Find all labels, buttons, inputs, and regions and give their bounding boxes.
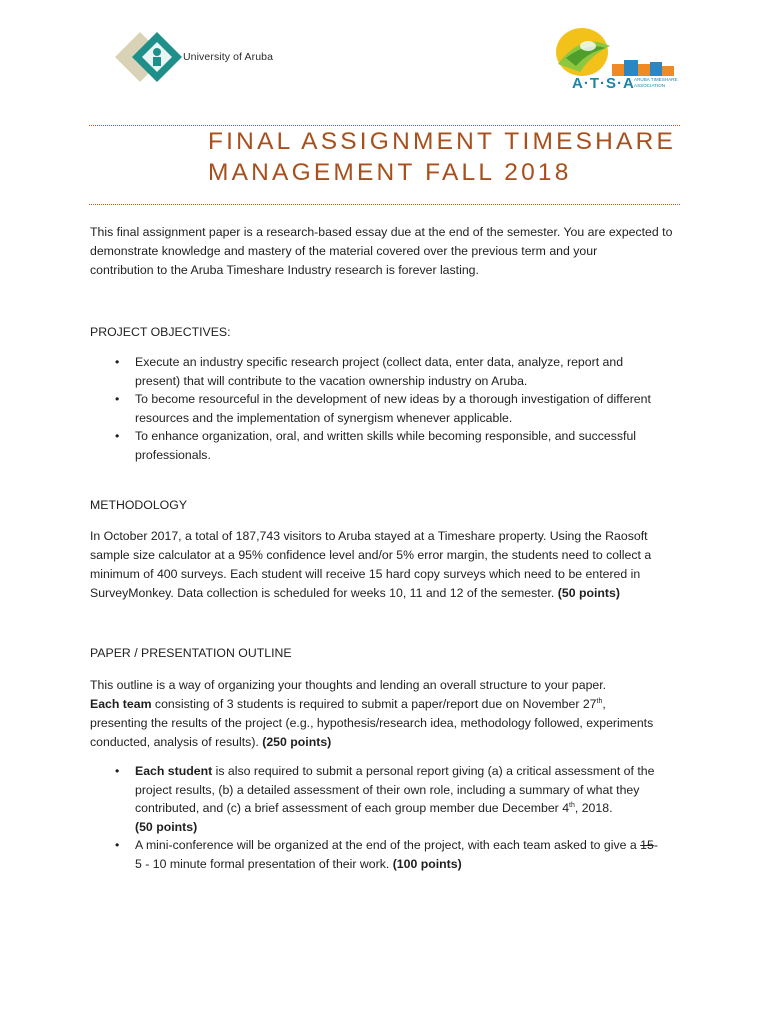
intro-line: contribution to the Aruba Timeshare Industry research is forever lasting. (90, 263, 479, 277)
outline-line: This outline is a way of organizing your thoughts and lending an overall structure to your paper. (90, 678, 607, 692)
student-text: is also required to submit a personal report giving (a) a critical assessment of the (212, 764, 655, 778)
title-line-1: FINAL ASSIGNMENT TIMESHARE (208, 128, 677, 155)
bullet-icon: • (115, 355, 120, 369)
list-item-text (135, 855, 690, 874)
bullet-icon: • (115, 838, 120, 852)
conference-text: 5 - 10 minute formal presentation of their work. (135, 856, 390, 871)
bullet-icon: • (115, 429, 120, 443)
university-name: University of Aruba (183, 51, 274, 63)
list-item-text (135, 762, 690, 781)
ordinal-suffix: th (596, 697, 603, 705)
deliverables-list (90, 762, 690, 873)
methodology-points: (50 points) (557, 586, 620, 600)
objectives-list (90, 353, 690, 464)
outline-heading: PAPER / PRESENTATION OUTLINE (90, 646, 292, 660)
outline-paragraph (90, 676, 690, 752)
list-item-text: resources and the implementation of synergism whenever applicable. (135, 410, 513, 425)
list-item-text: To enhance organization, oral, and written skills while becoming responsible, and successful (135, 429, 637, 443)
conference-points: (100 points) (392, 856, 462, 871)
conference-text: A mini-conference will be organized at the end of the project, with each team asked to give a (135, 838, 641, 852)
methodology-line: sample size calculator at a 95% confidence level and/or 5% error margin, the students need to collect a (90, 548, 652, 562)
intro-paragraph (90, 223, 690, 280)
atsa-subtitle: ARUBA TIMESHARE ASSOCIATION (634, 77, 678, 88)
list-item (90, 353, 690, 390)
list-item-text: project results, (b) a detailed assessment of their own role, including a summary of what they (135, 782, 640, 797)
outline-line (90, 733, 690, 752)
student-points: (50 points) (135, 819, 198, 834)
outline-text: , (602, 697, 606, 711)
list-item-text: A mini-conference will be organized at the end of the project, with each team asked to give a 15- (135, 838, 658, 852)
outline-line: presenting the results of the project (e.g., hypothesis/research idea, methodology followed, experiments (90, 716, 654, 730)
list-item-text: To become resourceful in the development of new ideas by a thorough investigation of different (135, 392, 651, 406)
bullet-icon: • (115, 764, 120, 778)
bullet-icon: • (115, 392, 120, 406)
outline-points: (250 points) (262, 735, 332, 749)
intro-line: This final assignment paper is a research-based essay due at the end of the semester. You are expected to (90, 225, 673, 239)
methodology-paragraph (90, 527, 690, 603)
list-item (90, 762, 690, 836)
methodology-heading: METHODOLOGY (90, 498, 188, 512)
methodology-line (90, 584, 690, 603)
atsa-letters: A·T·S·A (572, 75, 635, 92)
list-item (90, 427, 690, 464)
list-item-text (135, 799, 690, 818)
outline-line (90, 695, 690, 714)
outline-text: conducted, analysis of results). (90, 735, 259, 749)
outline-text: consisting of 3 students is required to submit a paper/report due on November 27 (151, 697, 597, 711)
title-line-2: MANAGEMENT FALL 2018 (208, 159, 572, 186)
list-item-text: present) that will contribute to the vacation ownership industry on Aruba. (135, 373, 528, 388)
methodology-line: In October 2017, a total of 187,743 visitors to Aruba stayed at a Timeshare property. Using the Raosoft (90, 529, 648, 543)
methodology-text: SurveyMonkey. Data collection is scheduled for weeks 10, 11 and 12 of the semester. (90, 586, 555, 600)
each-team-label: Each team (90, 697, 152, 711)
intro-line: demonstrate knowledge and mastery of the material covered over the previous term and your (90, 244, 598, 258)
document-title (208, 126, 678, 188)
student-text: , 2018. (574, 801, 613, 815)
title-bottom-rule (89, 204, 680, 205)
list-item (90, 836, 690, 873)
methodology-line: minimum of 400 surveys. Each student will receive 15 hard copy surveys which need to be entered in (90, 567, 641, 581)
ordinal-suffix: th (569, 801, 575, 809)
each-student-label: Each student (135, 764, 213, 778)
list-item (90, 390, 690, 427)
objectives-heading: PROJECT OBJECTIVES: (90, 325, 231, 339)
list-item-text: Execute an industry specific research project (collect data, enter data, analyze, report and (135, 355, 624, 369)
struck-duration: 15 (640, 838, 654, 852)
list-item-text: professionals. (135, 447, 211, 462)
student-text: contributed, and (c) a brief assessment of each group member due December 4 (135, 801, 570, 815)
